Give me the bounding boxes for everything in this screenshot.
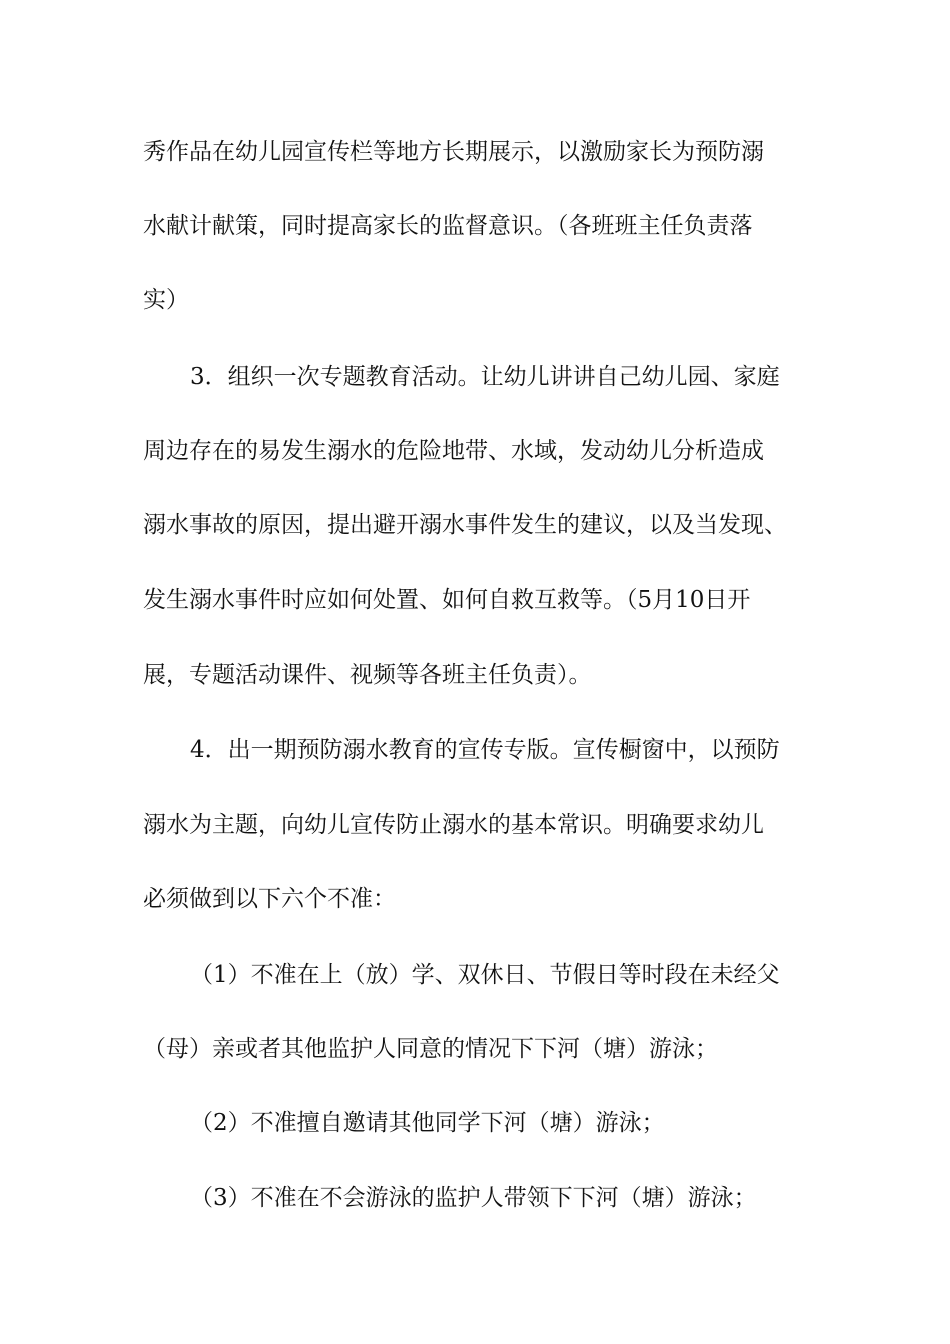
text-line: 必须做到以下六个不准： xyxy=(143,886,396,912)
text-line: 周边存在的易发生溺水的危险地带、水域，发动幼儿分析造成 xyxy=(143,438,764,464)
text-line: 溺水为主题，向幼儿宣传防止溺水的基本常识。明确要求幼儿 xyxy=(143,812,764,838)
text-line: 3．组织一次专题教育活动。让幼儿讲讲自己幼儿园、家庭 xyxy=(190,364,780,390)
text-line: 发生溺水事件时应如何处置、如何自救互救等。（5月10日开 xyxy=(143,587,751,613)
text-line: （1）不准在上（放）学、双休日、节假日等时段在未经父 xyxy=(190,962,780,988)
text-line: 水献计献策，同时提高家长的监督意识。（各班班主任负责落 xyxy=(143,213,753,239)
text-line: 秀作品在幼儿园宣传栏等地方长期展示，以激励家长为预防溺 xyxy=(143,139,764,165)
text-line: （3）不准在不会游泳的监护人带领下下河（塘）游泳； xyxy=(190,1185,757,1211)
text-line: 4．出一期预防溺水教育的宣传专版。宣传橱窗中，以预防 xyxy=(190,737,780,763)
text-line: 展，专题活动课件、视频等各班主任负责）。 xyxy=(143,662,592,688)
text-line: （母）亲或者其他监护人同意的情况下下河（塘）游泳； xyxy=(143,1036,718,1062)
text-line: 溺水事故的原因，提出避开溺水事件发生的建议，以及当发现、 xyxy=(143,512,787,538)
text-line: 实） xyxy=(143,287,189,313)
text-line: （2）不准擅自邀请其他同学下河（塘）游泳； xyxy=(190,1110,665,1136)
